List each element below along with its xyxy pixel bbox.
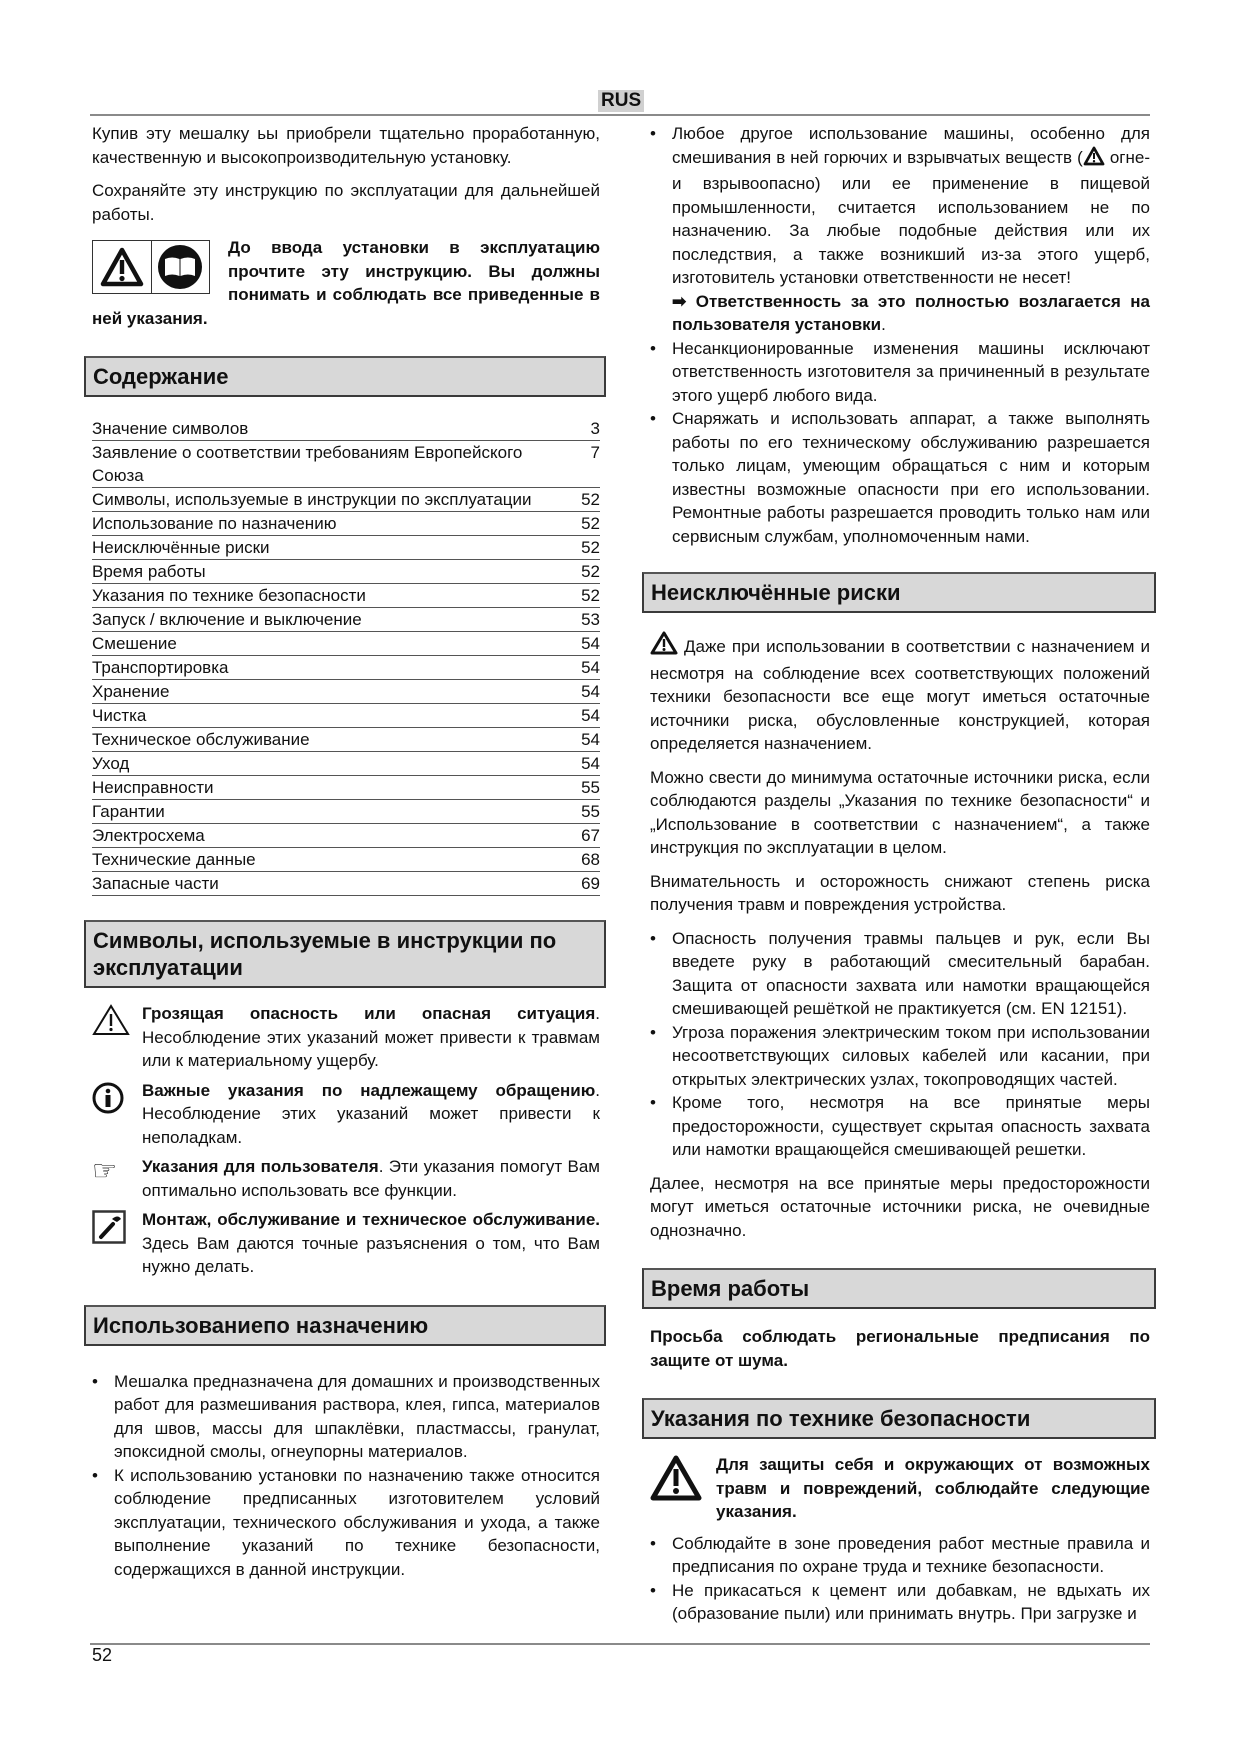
symbol-title: Важные указания по надлежащему обращению (142, 1080, 596, 1100)
toc-entry-page: 54 (581, 634, 600, 653)
list-item: • Кроме того, несмотря на все принятые меры предосторожности, существует скрытая опасность захвата или намотки вращающейся смешивающей решетки. (650, 1091, 1150, 1162)
toc-entry[interactable] (92, 441, 600, 488)
toc-entry-page: 52 (581, 490, 600, 509)
toc-entry-page: 55 (581, 778, 600, 797)
list-item: • Угроза поражения электрическим током при использовании несоответствующих силовых кабелей или касании, при открытых электрических узлах, токопроводящих частей. (650, 1021, 1150, 1092)
responsibility-text: Ответственность за это полностью возлагается на пользователя установки (672, 291, 1150, 334)
intro-paragraph: Купив эту мешалку ьы приобрели тщательно проработанную, качественную и высокопроизводительную установку. (92, 124, 600, 167)
arrow-right-icon: ➡ (672, 291, 687, 311)
symbol-description: . Эти указания помогут Вам оптимально использовать все функции. (142, 1157, 600, 1200)
residual-risks-text: Даже при использовании в соответствии с назначением и несмотря на соблюдение всех соответствующих положений техники безопасности все еще могут иметься остаточные источники риска, обусловленные конструкцией, которая определяется назначением. (650, 637, 1150, 753)
toc-entry-title: Запасные части (92, 874, 219, 893)
section-heading-contents: Содержание (84, 356, 606, 397)
toc-entry[interactable] (92, 512, 600, 536)
list-item: • Не прикасаться к цемент или добавкам, не вдыхать их (образование пыли) или принимать внутрь. При загрузке и (650, 1579, 1150, 1626)
toc-entry-page: 68 (581, 850, 600, 869)
intro-paragraph: Сохраняйте эту инструкцию по эксплуатации для дальнейшей работы. (92, 181, 600, 224)
symbol-title: Монтаж, обслуживание и техническое обслуживание. (142, 1210, 600, 1229)
misuse-text: Любое другое использование машины, особенно для смешивания в ней горючих и взрывчатых веществ ( (672, 124, 1150, 167)
toc-entry-title: Чистка (92, 706, 147, 725)
operating-time-text: Просьба соблюдать региональные предписания по защите от шума. (650, 1327, 1150, 1370)
toc-entry-page: 54 (581, 730, 600, 749)
warning-triangle-icon (650, 631, 678, 662)
toc-entry-title: Неисключённые риски (92, 538, 270, 557)
toc-entry-page: 54 (581, 682, 600, 701)
toc-entry-title: Электросхема (92, 826, 205, 845)
section-heading-residual-risks: Неисключённые риски (642, 572, 1156, 613)
toc-entry-title: Значение символов (92, 419, 249, 438)
toc-entry-title: Транспортировка (92, 658, 229, 677)
right-column (650, 122, 1150, 1636)
residual-risks-intro (650, 631, 1150, 756)
toc-entry[interactable] (92, 848, 600, 872)
language-badge: RUS (598, 90, 644, 112)
toc-entry-page: 52 (581, 586, 600, 605)
toc-entry[interactable] (92, 584, 600, 608)
warning-triangle-icon (1083, 146, 1105, 173)
symbol-item (92, 1002, 600, 1073)
toc-entry[interactable] (92, 872, 600, 896)
toc-entry[interactable] (92, 656, 600, 680)
toc-entry-page: 54 (581, 658, 600, 677)
toc-entry[interactable] (92, 560, 600, 584)
toc-entry-page: 3 (590, 419, 600, 438)
toc-entry[interactable] (92, 728, 600, 752)
responsibility-note (672, 290, 1150, 337)
symbol-item (92, 1155, 600, 1202)
toc-entry[interactable] (92, 608, 600, 632)
toc-entry[interactable] (92, 488, 600, 512)
section-heading-symbols: Символы, используемые в инструкции по эксплуатации (84, 920, 606, 988)
safety-list (650, 1532, 1150, 1626)
safety-notice-text: Для защиты себя и окружающих от возможных травм и повреждений, соблюдайте следующие указания. (716, 1455, 1150, 1521)
toc-entry-title: Хранение (92, 682, 170, 701)
toc-entry-title: Гарантии (92, 802, 165, 821)
list-item: • Опасность получения травмы пальцев и рук, если Вы введете руку в работающий смесительный барабан. Защита от опасности захвата или намотки вращающейся смешивающей решёткой не практикуется (см. EN 12151). (650, 927, 1150, 1021)
toc-entry-page: 55 (581, 802, 600, 821)
section-heading-intended-use: Использованиепо назначению (84, 1305, 606, 1346)
symbol-description: . Несоблюдение этих указаний может привести к травмам или к материальному ущербу. (142, 1004, 600, 1070)
toc-entry-title: Символы, используемые в инструкции по эксплуатации (92, 490, 532, 509)
toc-entry[interactable] (92, 752, 600, 776)
toc-entry-page: 7 (590, 443, 600, 462)
read-manual-icon (152, 241, 210, 293)
read-manual-text: До ввода установки в эксплуатацию прочтите эту инструкцию. Вы должны понимать и соблюдать все приведенные в ней указания. (92, 238, 600, 328)
responsibility-end: . (881, 315, 886, 334)
toc-entry-page: 69 (581, 874, 600, 893)
left-column (92, 122, 600, 1591)
toc-entry-title: Заявление о соответствии требованиям Европейского Союза (92, 443, 523, 485)
symbol-item (92, 1079, 600, 1150)
toc-entry-title: Технические данные (92, 850, 256, 869)
toc-entry-title: Указания по технике безопасности (92, 586, 366, 605)
toc-entry-page: 52 (581, 514, 600, 533)
toc-entry[interactable] (92, 800, 600, 824)
symbol-description: . Несоблюдение этих указаний может привести к неполадкам. (142, 1080, 600, 1147)
toc-entry-page: 54 (581, 706, 600, 725)
read-manual-notice (92, 236, 600, 330)
toc-entry-title: Использование по назначению (92, 514, 337, 533)
toc-entry[interactable] (92, 417, 600, 441)
warning-triangle-icon (92, 1002, 142, 1073)
symbol-title: Указания для пользователя (142, 1157, 379, 1176)
list-item: • К использованию установки по назначению также относится соблюдение предписанных изготовителем условий эксплуатации, технического обслуживания и ухода, а также выполнение указаний по технике безопасности, содержащихся в данной инструкции. (92, 1464, 600, 1582)
list-item: • Соблюдайте в зоне проведения работ местные правила и предписания по охране труда и технике безопасности. (650, 1532, 1150, 1579)
header-divider (90, 114, 1150, 116)
section-heading-operating-time: Время работы (642, 1268, 1156, 1309)
paragraph: Внимательность и осторожность снижают степень риска получения травм и повреждения устройства. (650, 871, 1150, 914)
list-item (650, 122, 1150, 337)
toc-entry-page: 52 (581, 538, 600, 557)
info-circle-icon (92, 1079, 142, 1150)
paragraph: Можно свести до минимума остаточные источники риска, если соблюдаются разделы „Указания по технике безопасности“ и „Использование в соответствии с назначением“, а также инструкция по эксплуатации в целом. (650, 767, 1150, 857)
toc-entry-page: 53 (581, 610, 600, 629)
toc-entry-page: 54 (581, 754, 600, 773)
toc-entry-title: Уход (92, 754, 130, 773)
toc-entry-title: Неисправности (92, 778, 214, 797)
paragraph: Далее, несмотря на все принятые меры предосторожности могут иметься остаточные источники риска, не очевидные однозначно. (650, 1173, 1150, 1240)
toc-entry-title: Смешение (92, 634, 177, 653)
toc-entry-title: Техническое обслуживание (92, 730, 310, 749)
list-item: • Снаряжать и использовать аппарат, а также выполнять работы по его техническому обслуживанию разрешается только лицам, умеющим обращаться с ним и которым известны возможные опасности при его использовании. Ремонтные работы разрешается проводить только нам или сервисным службам, уполномоченным нами. (650, 407, 1150, 548)
footer-divider (90, 1643, 1150, 1645)
toc-entry-page: 67 (581, 826, 600, 845)
symbol-item (92, 1208, 600, 1279)
toc-entry[interactable] (92, 776, 600, 800)
wrench-icon (92, 1208, 142, 1279)
toc-entry-title: Время работы (92, 562, 206, 581)
list-item: • Несанкционированные изменения машины исключают ответственность изготовителя за причиненный в результате этого ущерб любого вида. (650, 337, 1150, 408)
warning-triangle-icon (650, 1455, 702, 1508)
list-item: • Мешалка предназначена для домашних и производственных работ для размешивания раствора, клея, гипса, материалов для швов, массы для шпаклёвки, пластмассы, гранулат, эпоксидной смолы, огнеупорны материалов. (92, 1370, 600, 1464)
misuse-text-continued: огне- и взрывоопасно) или ее применение в пищевой промышленности, считается использованием не по назначению. За любые подобные действия или их последствия, а также возникший из-за этого ущерб, изготовитель установки ответственности не несет! (672, 147, 1150, 287)
section-heading-safety: Указания по технике безопасности (642, 1398, 1156, 1439)
toc-entry[interactable] (92, 632, 600, 656)
toc-entry[interactable] (92, 824, 600, 848)
intended-use-list (92, 1370, 600, 1582)
toc-entry[interactable] (92, 536, 600, 560)
toc-entry-title: Запуск / включение и выключение (92, 610, 362, 629)
table-of-contents (92, 417, 600, 896)
toc-entry-page: 52 (581, 562, 600, 581)
toc-entry[interactable] (92, 704, 600, 728)
symbol-title: Грозящая опасность или опасная ситуация (142, 1004, 596, 1023)
pointing-hand-icon: ☞ (92, 1155, 118, 1186)
warning-triangle-icon (93, 241, 152, 293)
risk-list (650, 927, 1150, 1162)
misuse-list (650, 122, 1150, 548)
page-number: 52 (92, 1645, 113, 1665)
symbol-description: Здесь Вам даются точные разъяснения о том, что Вам нужно делать. (142, 1233, 600, 1276)
safety-notice (650, 1453, 1150, 1524)
toc-entry[interactable] (92, 680, 600, 704)
notice-icons (92, 240, 210, 294)
